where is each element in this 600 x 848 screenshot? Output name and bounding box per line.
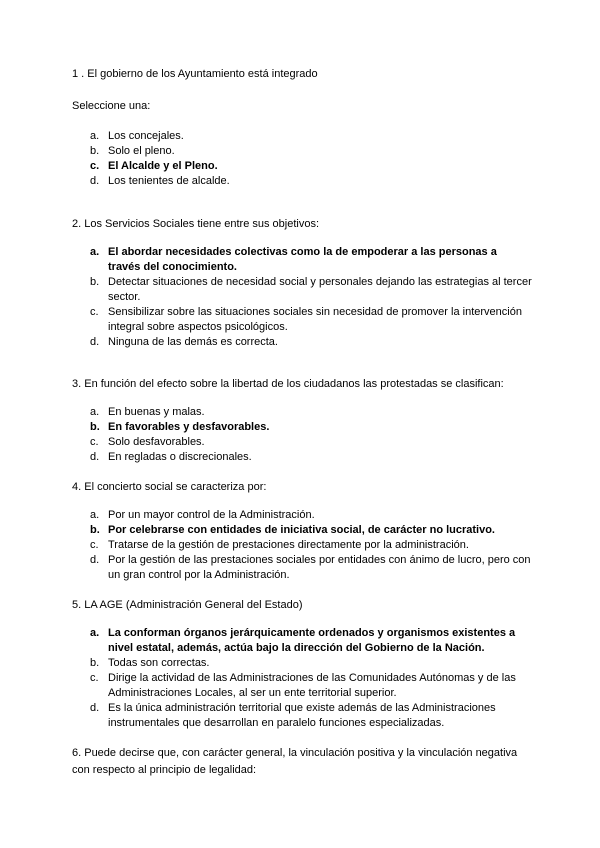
question-3-options <box>72 405 532 465</box>
option-1b: b. Solo el pleno. <box>90 145 175 157</box>
question-5-options <box>72 626 532 731</box>
question-6-title: 6. Puede decirse que, con carácter general, la vinculación positiva y la vinculación negativa con respecto al principio de legalidad: <box>72 747 518 776</box>
option-2b: b. Detectar situaciones de necesidad social y personales dejando las estrategias al tercer sector. <box>90 276 532 303</box>
option-1c-answer: c. El Alcalde y el Pleno. <box>90 160 218 172</box>
option-2a-answer: a. El abordar necesidades colectivas como la de empoderar a las personas a través del conocimiento. <box>90 246 497 273</box>
question-5-title: 5. LA AGE (Administración General del Estado) <box>72 599 303 611</box>
option-1a: a. Los concejales. <box>90 130 184 142</box>
question-4-options <box>72 508 532 583</box>
option-3d: d. En regladas o discrecionales. <box>90 451 252 463</box>
option-2c: c. Sensibilizar sobre las situaciones sociales sin necesidad de promover la intervención integral sobre aspectos psicológicos. <box>90 306 522 333</box>
option-5c: c. Dirige la actividad de las Administraciones de las Comunidades Autónomas y de las Administraciones Locales, al ser un ente territorial superior. <box>90 672 516 699</box>
question-1-title: 1 . El gobierno de los Ayuntamiento está integrado <box>72 68 318 80</box>
option-3c: c. Solo desfavorables. <box>90 436 205 448</box>
option-3a: a. En buenas y malas. <box>90 406 205 418</box>
question-1-options <box>72 129 532 189</box>
option-4b-answer: b. Por celebrarse con entidades de iniciativa social, de carácter no lucrativo. <box>90 524 495 536</box>
option-1d: d. Los tenientes de alcalde. <box>90 175 230 187</box>
question-2-title: 2. Los Servicios Sociales tiene entre sus objetivos: <box>72 218 320 230</box>
question-2-options <box>72 245 532 350</box>
option-5b: b. Todas son correctas. <box>90 657 210 669</box>
option-5d: d. Es la única administración territorial que existe además de las Administraciones instrumentales que desarrollan en paralelo funciones especializadas. <box>90 702 496 729</box>
question-4-title: 4. El concierto social se caracteriza por: <box>72 481 267 493</box>
option-5a-answer: a. La conforman órganos jerárquicamente ordenados y organismos existentes a nivel estatal, además, actúa bajo la dirección del Gobierno de la Nación. <box>90 627 516 654</box>
question-3-title: 3. En función del efecto sobre la libertad de los ciudadanos las protestadas se clasifican: <box>72 378 504 390</box>
option-4a: a. Por un mayor control de la Administración. <box>90 509 315 521</box>
option-2d: d. Ninguna de las demás es correcta. <box>90 336 278 348</box>
option-4c: c. Tratarse de la gestión de prestaciones directamente por la administración. <box>90 539 469 551</box>
option-4d: d. Por la gestión de las prestaciones sociales por entidades con ánimo de lucro, pero con un gran control por la Administración. <box>90 554 531 581</box>
question-1-prompt: Seleccione una: <box>72 100 151 112</box>
option-3b-answer: b. En favorables y desfavorables. <box>90 421 270 433</box>
document-page <box>72 66 532 779</box>
